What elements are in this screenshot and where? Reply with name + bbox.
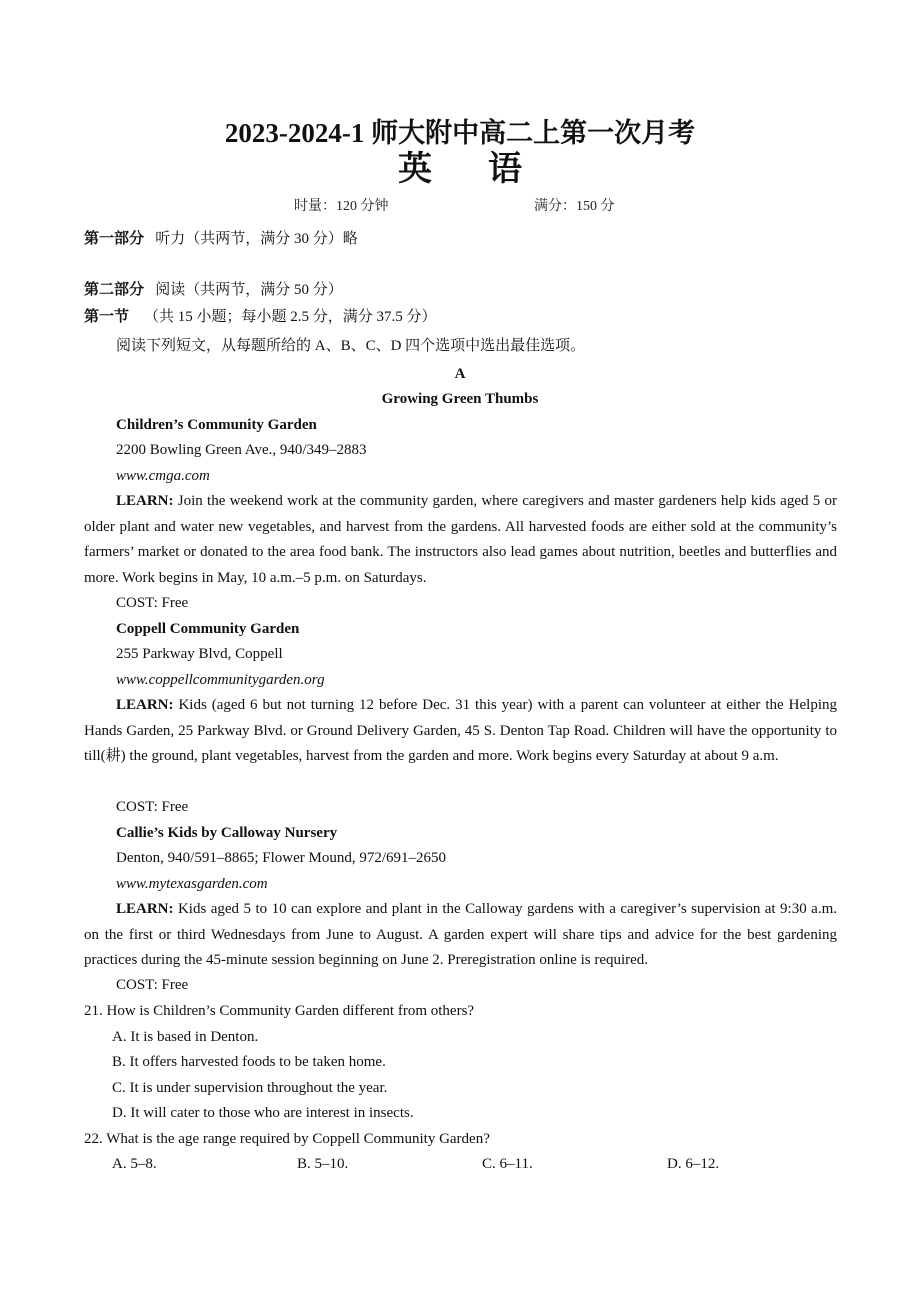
exam-time: 时量：120 分钟 xyxy=(294,199,389,214)
part2-text: 阅读（共两节，满分 50 分） xyxy=(155,282,343,298)
subject-char-1: 英 xyxy=(398,151,432,188)
part1-text: 听力（共两节，满分 30 分）略 xyxy=(155,231,358,247)
question-option: C. It is under supervision throughout the year. xyxy=(112,1080,388,1096)
subject-title xyxy=(0,150,920,190)
learn-label: LEARN: xyxy=(116,493,174,509)
garden-url: www.coppellcommunitygarden.org xyxy=(116,672,325,688)
part1-label: 第一部分 xyxy=(84,231,145,247)
learn-text: Join the weekend work at the community garden, where caregivers and master gardeners help kids aged 5 or older plant and water new vegetables, and harvest from the gardens. All harvested foods are either sold at the community’s farmers’ market or donated to the area food bank. The instructors also lead games about nutrition, beetles and butterflies and more. Work begins in May, 10 a.m.–5 p.m. on Saturdays. xyxy=(84,493,837,586)
section1-label: 第一节 xyxy=(84,309,130,325)
garden-cost: COST: Free xyxy=(116,799,189,815)
garden-name: Coppell Community Garden xyxy=(116,621,300,637)
learn-text: Kids (aged 6 but not turning 12 before Dec. 31 this year) with a parent can volunteer at either the Helping Hands Garden, 25 Parkway Blvd. or Ground Delivery Garden, 45 S. Denton Tap Road. Children will have the opportunity to till(耕) the ground, plant vegetables, harvest from the garden and more. Work begins every Saturday at about 9 a.m. xyxy=(84,697,837,764)
question-option: A. It is based in Denton. xyxy=(112,1029,259,1045)
section1-text: （共 15 小题；每小题 2.5 分，满分 37.5 分） xyxy=(144,309,437,325)
garden-learn-paragraph xyxy=(84,897,837,974)
learn-text: Kids aged 5 to 10 can explore and plant in the Calloway gardens with a caregiver’s supervision at 9:30 a.m. on the first or third Wednesdays from June to August. A garden expert will share tips and advice for the best gardening practices during the 45-minute session beginning on June 2. Preregistration online is required. xyxy=(84,901,837,968)
question-option: C. 6–11. xyxy=(482,1156,533,1172)
garden-learn-paragraph xyxy=(84,693,837,770)
garden-cost: COST: Free xyxy=(116,977,189,993)
garden-cost: COST: Free xyxy=(116,595,189,611)
exam-title: 2023-2024-1 师大附中高二上第一次月考 xyxy=(224,118,696,148)
subject-char-2: 语 xyxy=(488,151,522,188)
part2-heading xyxy=(84,280,343,300)
garden-address: Denton, 940/591–8865; Flower Mound, 972/691–2650 xyxy=(116,850,446,866)
garden-url: www.cmga.com xyxy=(116,468,210,484)
part2-label: 第二部分 xyxy=(84,282,145,298)
question-option: D. It will cater to those who are interest in insects. xyxy=(112,1105,414,1121)
question-option: D. 6–12. xyxy=(667,1156,720,1172)
exam-score: 满分：150 分 xyxy=(534,199,615,214)
garden-address: 2200 Bowling Green Ave., 940/349–2883 xyxy=(116,442,367,458)
garden-name: Callie’s Kids by Calloway Nursery xyxy=(116,825,338,841)
question-stem: 21. How is Children’s Community Garden different from others? xyxy=(84,1003,475,1019)
part1-heading xyxy=(84,229,358,249)
passage-title: Growing Green Thumbs xyxy=(381,391,539,407)
learn-label: LEARN: xyxy=(116,901,174,917)
garden-name: Children’s Community Garden xyxy=(116,417,317,433)
learn-label: LEARN: xyxy=(116,697,174,713)
question-option: A. 5–8. xyxy=(112,1156,157,1172)
garden-learn-paragraph xyxy=(84,489,837,591)
question-stem: 22. What is the age range required by Coppell Community Garden? xyxy=(84,1131,490,1147)
garden-url: www.mytexasgarden.com xyxy=(116,876,268,892)
question-option: B. It offers harvested foods to be taken home. xyxy=(112,1054,386,1070)
garden-address: 255 Parkway Blvd, Coppell xyxy=(116,646,283,662)
passage-letter: A xyxy=(454,366,466,382)
question-option: B. 5–10. xyxy=(297,1156,349,1172)
section1-heading xyxy=(84,307,437,327)
section1-instruction: 阅读下列短文，从每题所给的 A、B、C、D 四个选项中选出最佳选项。 xyxy=(116,338,586,354)
